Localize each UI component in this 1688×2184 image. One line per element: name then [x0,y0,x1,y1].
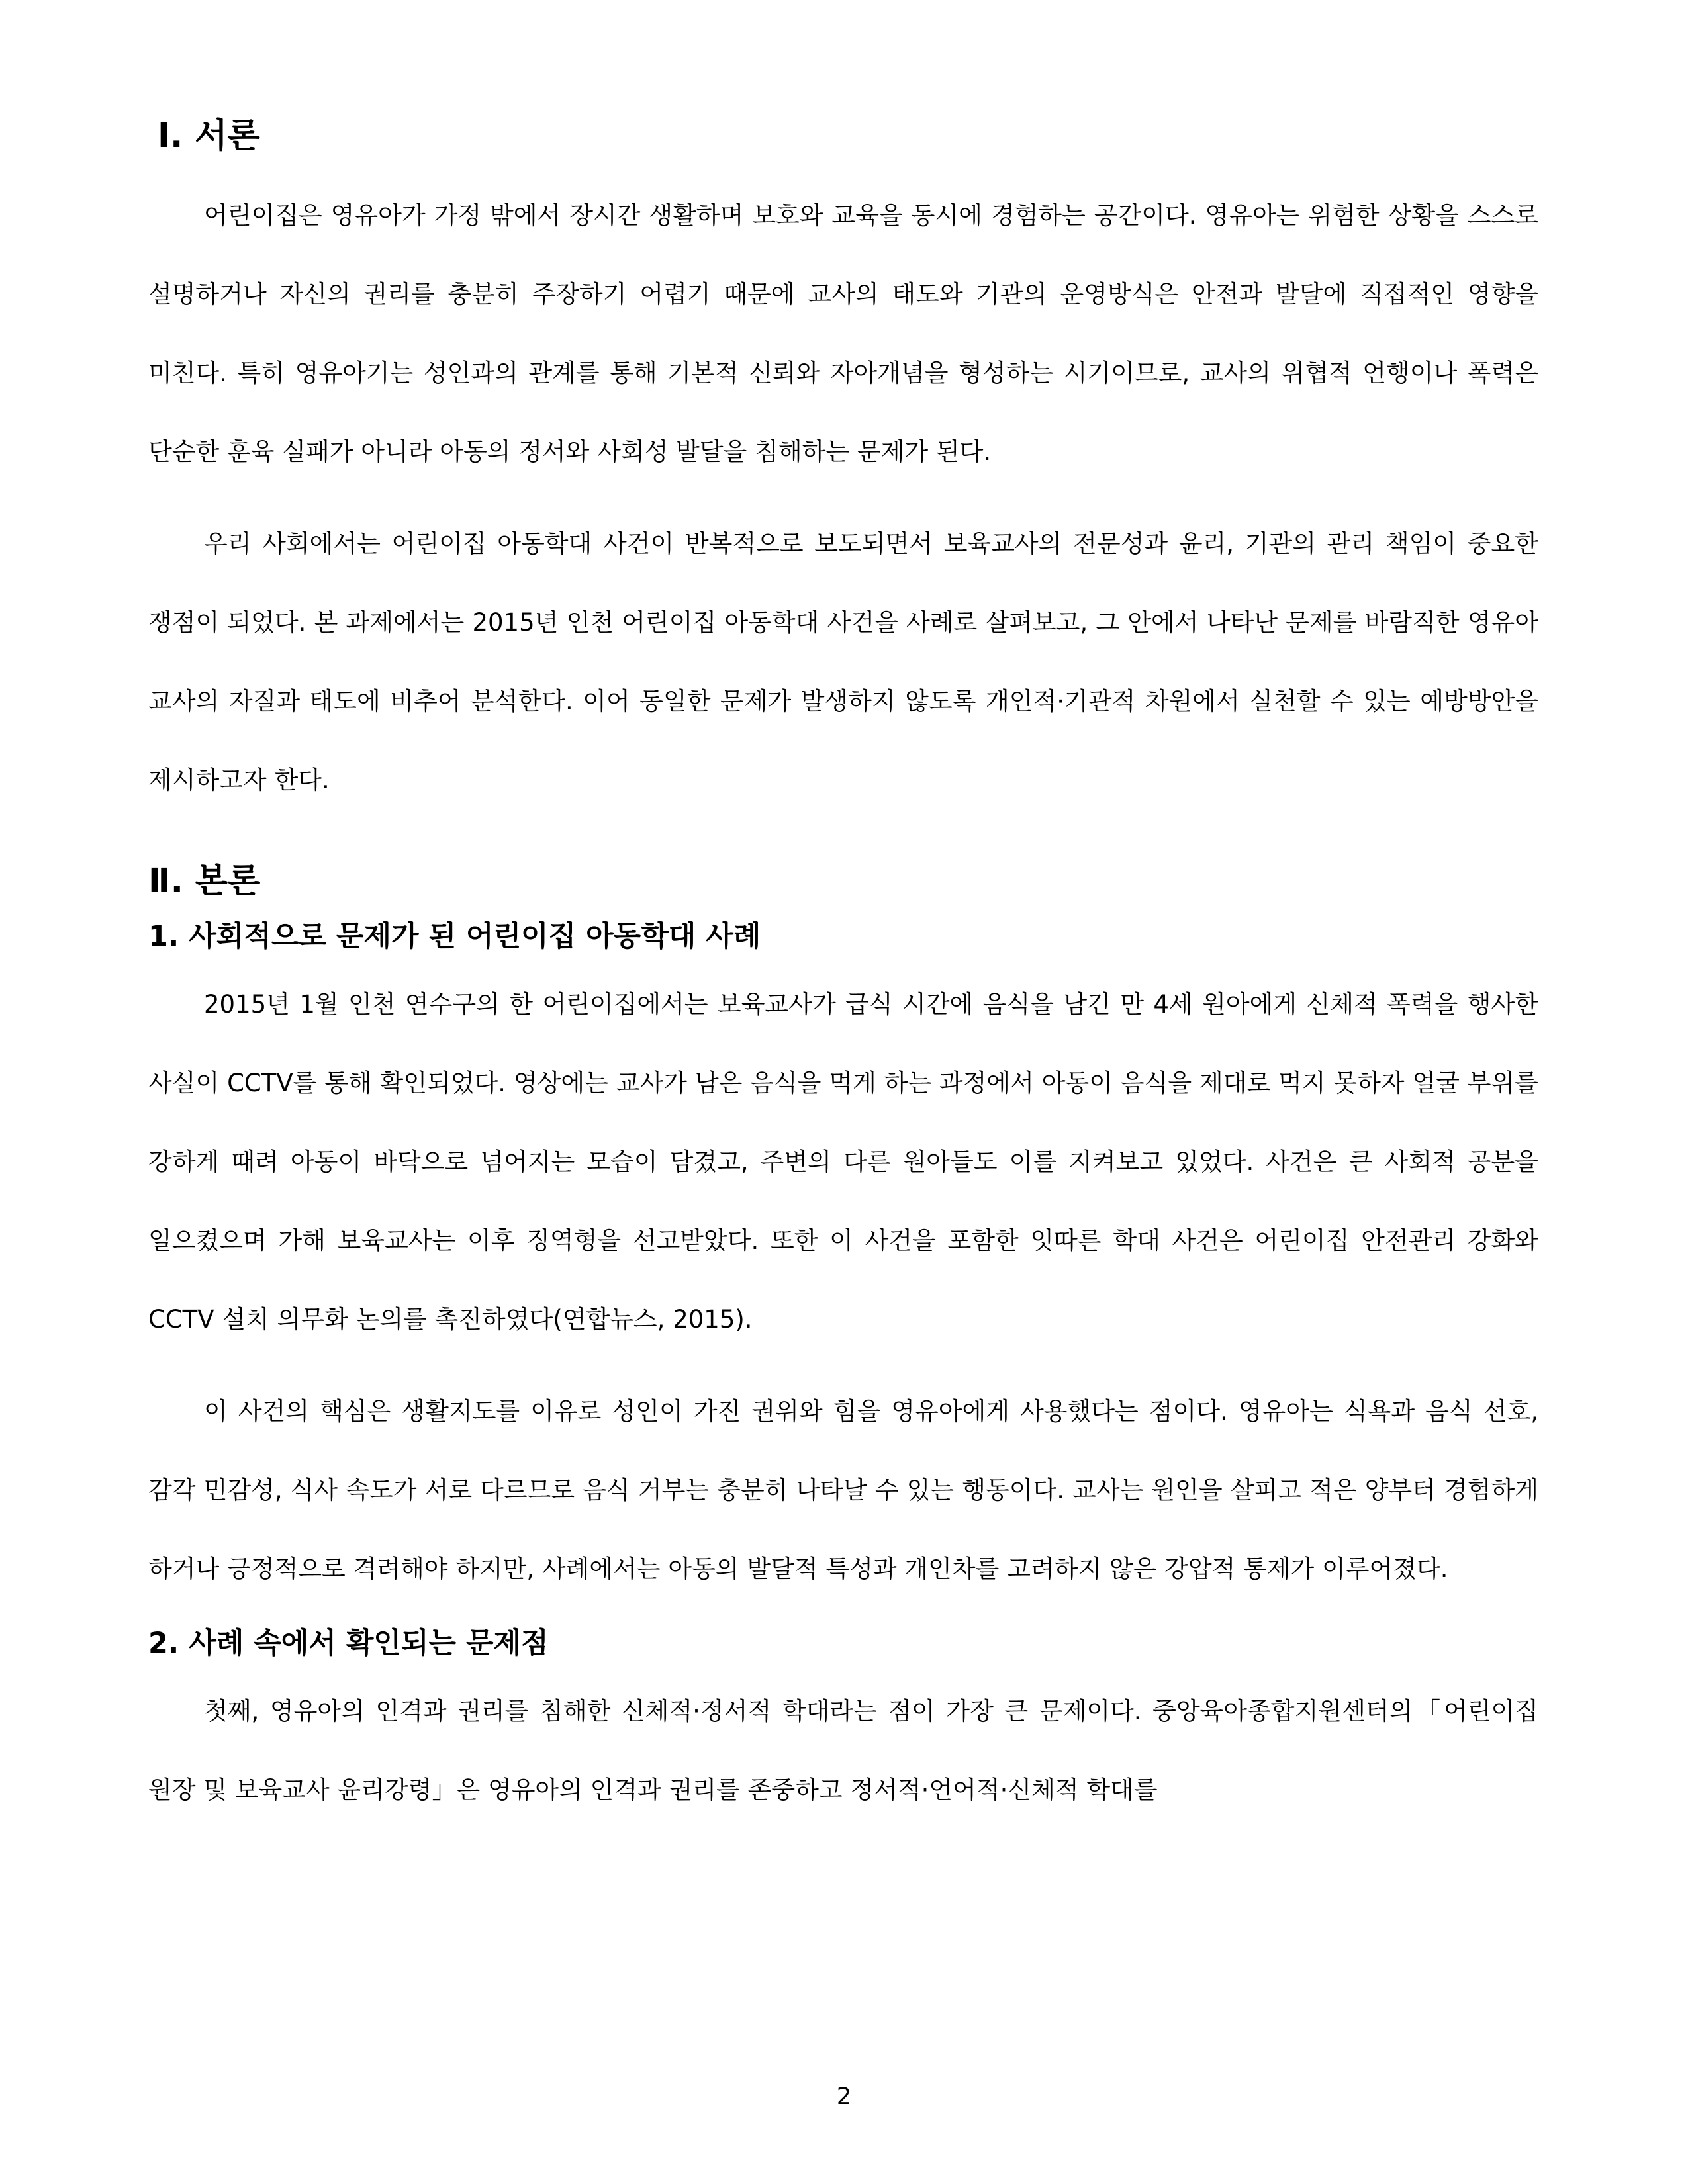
paragraph: 2015년 1월 인천 연수구의 한 어린이집에서는 보육교사가 급식 시간에 음식을 남긴 만 4세 원아에게 신체적 폭력을 행사한 사실이 CCTV를 통해 확인되었다. 영상에는 교사가 남은 음식을 먹게 하는 과정에서 아동이 음식을 제대로 먹지 못하자 얼굴 부위를 강하게 때려 아동이 바닥으로 넘어지는 모습이 담겼고, 주변의 다른 원아들도 이를 지켜보고 있었다. 사건은 큰 사회적 공분을 일으켰으며 가해 보육교사는 이후 징역형을 선고받았다. 또한 이 사건을 포함한 잇따른 학대 사건은 어린이집 안전관리 강화와 CCTV 설치 의무화 논의를 촉진하였다(연합뉴스, 2015). [148,990,1538,1334]
paragraph: 이 사건의 핵심은 생활지도를 이유로 성인이 가진 권위와 힘을 영유아에게 사용했다는 점이다. 영유아는 식욕과 음식 선호, 감각 민감성, 식사 속도가 서로 다르므로 음식 거부는 충분히 나타날 수 있는 행동이다. 교사는 원인을 살피고 적은 양부터 경험하게 하거나 긍정적으로 격려해야 하지만, 사례에서는 아동의 발달적 특성과 개인차를 고려하지 않은 강압적 통제가 이루어졌다. [148,1397,1538,1583]
paragraph: 우리 사회에서는 어린이집 아동학대 사건이 반복적으로 보도되면서 보육교사의 전문성과 윤리, 기관의 관리 책임이 중요한 쟁점이 되었다. 본 과제에서는 2015년 인천 어린이집 아동학대 사건을 사례로 살펴보고, 그 안에서 나타난 문제를 바람직한 영유아 교사의 자질과 태도에 비추어 분석한다. 이어 동일한 문제가 발생하지 않도록 개인적·기관적 차원에서 실천할 수 있는 예방방안을 제시하고자 한다. [148,529,1538,794]
page-number: 2 [836,2083,852,2110]
section-heading-introduction: Ⅰ. 서론 [158,116,260,156]
page-content [148,113,1538,1829]
paragraph: 첫째, 영유아의 인격과 권리를 침해한 신체적·정서적 학대라는 점이 가장 큰 문제이다. 중앙육아종합지원센터의「어린이집 원장 및 보육교사 윤리강령」은 영유아의 인격과 권리를 존중하고 정서적·언어적·신체적 학대를 [148,1697,1538,1804]
section-heading-body: Ⅱ. 본론 [148,862,261,901]
subsection-heading-case: 1. 사회적으로 문제가 된 어린이집 아동학대 사례 [148,920,761,953]
paragraph: 어린이집은 영유아가 가정 밖에서 장시간 생활하며 보호와 교육을 동시에 경험하는 공간이다. 영유아는 위험한 상황을 스스로 설명하거나 자신의 권리를 충분히 주장하기 어렵기 때문에 교사의 태도와 기관의 운영방식은 안전과 발달에 직접적인 영향을 미친다. 특히 영유아기는 성인과의 관계를 통해 기본적 신뢰와 자아개념을 형성하는 시기이므로, 교사의 위협적 언행이나 폭력은 단순한 훈육 실패가 아니라 아동의 정서와 사회성 발달을 침해하는 문제가 된다. [148,201,1538,466]
subsection-heading-problems: 2. 사례 속에서 확인되는 문제점 [148,1627,549,1660]
